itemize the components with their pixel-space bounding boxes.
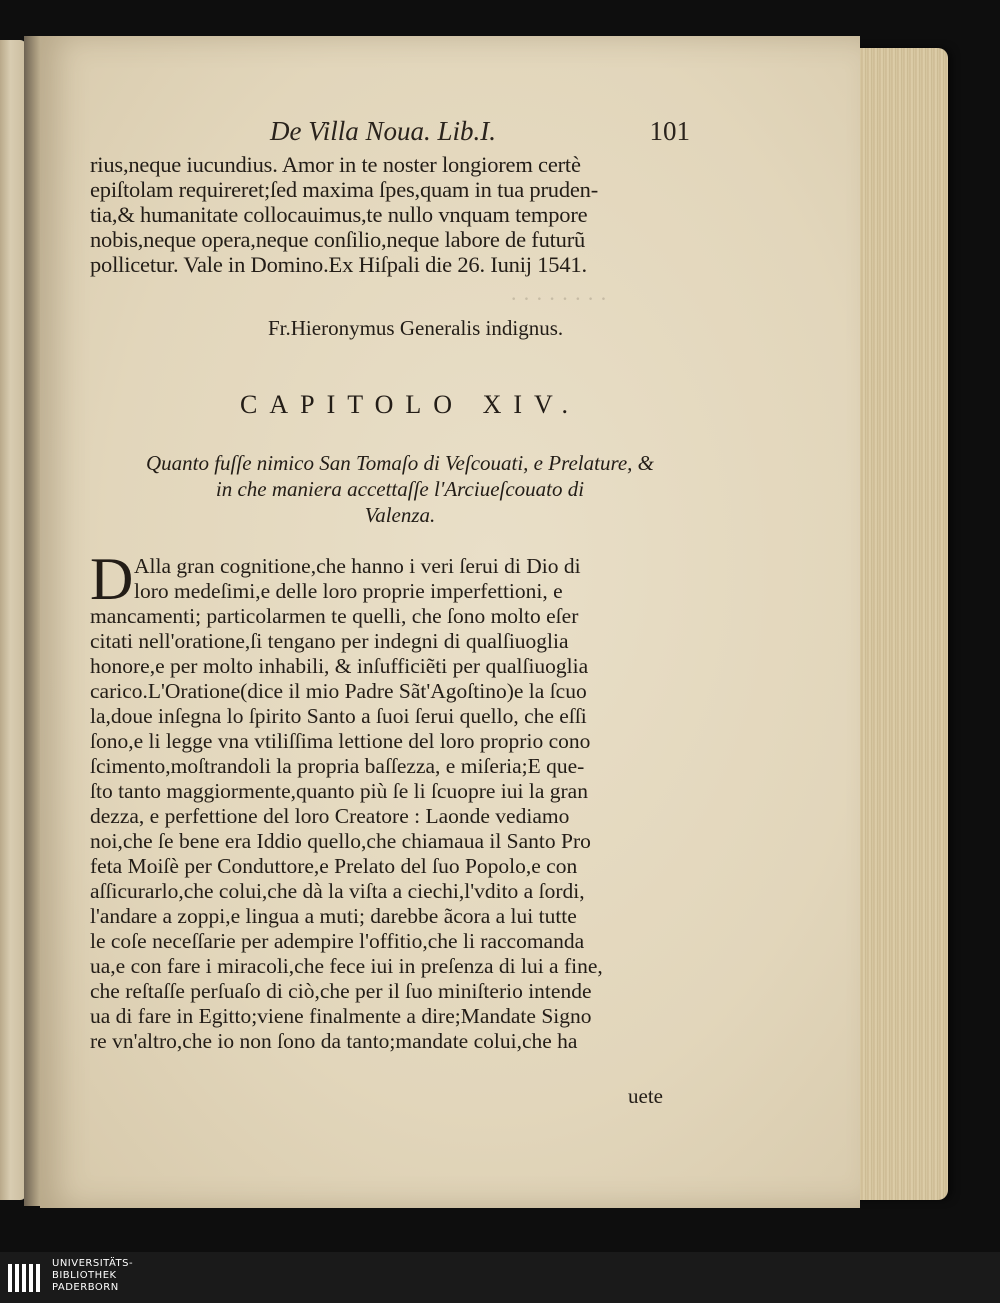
text-line: rius,neque iucundius. Amor in te noster longiorem certè [90, 152, 581, 177]
body-line: noi,che ſe bene era Iddio quello,che chiamaua il Santo Pro [90, 829, 591, 853]
page-block-edge [848, 48, 948, 1200]
body-line: carico.L'Oratione(dice il mio Padre Sãt'Agoſtino)e la ſcuo [90, 679, 587, 703]
library-logo-text [52, 1258, 133, 1294]
subtitle-line: Valenza. [364, 503, 436, 527]
body-line: re vn'altro,che io non ſono da tanto;mandate colui,che ha [90, 1029, 578, 1053]
body-line: honore,e per molto inhabili, & inſufficiẽti per qualſiuoglia [90, 654, 589, 678]
subtitle-line: in che maniera accettaſſe l'Arciueſcouato di [215, 477, 585, 501]
text-line: epiſtolam requireret;ſed maxima ſpes,quam in tua pruden- [90, 177, 599, 202]
letter-closing-text [90, 152, 710, 277]
chapter-body-text [90, 546, 710, 1054]
body-line: ua,e con fare i miracoli,che fece iui in preſenza di lui a fine, [90, 954, 603, 978]
body-line: ſono,e li legge vna vtiliſſima lettione del loro proprio cono [90, 729, 591, 753]
logo-line: BIBLIOTHEK [52, 1270, 117, 1281]
logo-line: UNIVERSITÄTS- [52, 1258, 134, 1269]
body-line: aſſicurarlo,che colui,che dà la viſta a ciechi,l'vdito a ſordi, [90, 879, 585, 903]
logo-line: PADERBORN [52, 1282, 119, 1293]
body-line: le coſe neceſſarie per adempire l'offitio,che li raccomanda [90, 929, 585, 953]
body-line: l'andare a zoppi,e lingua a muti; darebbe ãcora a lui tutte [90, 904, 577, 928]
chapter-heading: CAPITOLO XIV. [240, 390, 580, 419]
running-header [270, 116, 690, 148]
body-line: feta Moiſè per Conduttore,e Prelato del ſuo Popolo,e con [90, 854, 578, 878]
drop-capital: D [90, 546, 134, 612]
body-line: che reſtaſſe perſuaſo di ciò,che per il ſuo miniſterio intende [90, 979, 592, 1003]
library-logo-icon [6, 1260, 42, 1296]
show-through-text: · · · · · · · · [510, 286, 608, 311]
catchword: uete [628, 1084, 663, 1108]
text-line: nobis,neque opera,neque conſilio,neque labore de futurũ [90, 227, 586, 252]
page-number: 101 [649, 116, 690, 146]
chapter-subtitle [90, 450, 710, 528]
signature-line: Fr.Hieronymus Generalis indignus. [268, 316, 564, 340]
subtitle-line: Quanto fuſſe nimico San Tomaſo di Veſcouati, e Prelature, & [145, 451, 655, 475]
body-line: ua di fare in Egitto;viene finalmente a dire;Mandate Signo [90, 1004, 592, 1028]
left-page-edge [0, 40, 26, 1200]
body-line: citati nell'oratione,ſi tengano per indegni di qualſiuoglia [90, 629, 569, 653]
body-line: mancamenti; particolarmen te quelli, che ſono molto eſer [90, 604, 579, 628]
text-line: pollicetur. Vale in Domino.Ex Hiſpali die 26. Iunij 1541. [90, 252, 587, 277]
footer-bar [0, 1252, 1000, 1303]
body-line: ſcimento,moſtrandoli la propria baſſezza, e miſeria;E que- [90, 754, 585, 778]
body-line: Alla gran cognitione,che hanno i veri ſerui di Dio di [134, 554, 581, 578]
body-line: ſto tanto maggiormente,quanto più ſe li ſcuopre iui la gran [90, 779, 588, 803]
header-title: De Villa Noua. Lib.I. [270, 116, 496, 146]
body-line: loro medeſimi,e delle loro proprie imperfettioni, e [134, 579, 563, 603]
body-line: dezza, e perfettione del loro Creatore : Laonde vediamo [90, 804, 570, 828]
text-line: tia,& humanitate collocauimus,te nullo vnquam tempore [90, 202, 588, 227]
body-line: la,doue inſegna lo ſpirito Santo a ſuoi ſerui quello, che eſſi [90, 704, 587, 728]
